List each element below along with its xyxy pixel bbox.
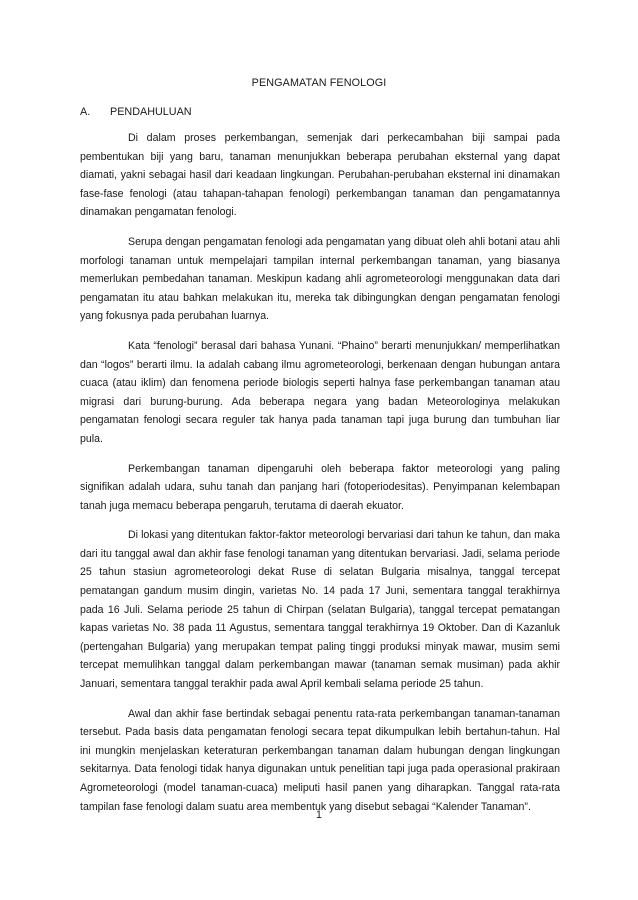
paragraph-3: Kata “fenologi” berasal dari bahasa Yunani. “Phaino” berarti menunjukkan/ memperlihatkan dan “logos” berarti ilmu. Ia adalah cabang ilmu agrometeorologi, berkenaan dengan hubungan antara cuaca (atau iklim) dan fenomena periode biologis seperti halnya fase perkembangan tanaman atau migrasi dari burung-burung. Ada beberapa negara yang badan Meteorologinya melakukan pengamatan fenologi secara reguler tak hanya pada tanaman tapi juga burung dan tumbuhan liar pula. xyxy=(80,339,560,445)
section-number: A. xyxy=(80,106,91,118)
section-title: PENDAHULUAN xyxy=(110,106,192,118)
paragraph-5: Di lokasi yang ditentukan faktor-faktor meteorologi bervariasi dari tahun ke tahun, dan maka dari itu tanggal awal dan akhir fase fenologi tanaman yang ditentukan bervariasi. Jadi, selama periode 25 tahun stasiun agrometeorologi dekat Ruse di selatan Bulgaria misalnya, tanggal tercepat pematangan gandum musim dingin, varietas No. 14 pada 17 Juni, sementara tanggal terakhirnya pada 16 Juli. Selama periode 25 tahun di Chirpan (selatan Bulgaria), tanggal tercepat pematangan kapas varietas No. 38 pada 11 Agustus, sementara tanggal terakhirnya 19 Oktober. Dan di Kazanluk (pertengahan Bulgaria) yang merupakan tempat paling tinggi produksi minyak mawar, musim semi tercepat memulihkan tanggal dalam perkembangan mawar (tanaman semak musiman) pada akhir Januari, sementara tanggal terakhir pada awal April kembali selama periode 25 tahun. xyxy=(80,529,560,691)
paragraph-4: Perkembangan tanaman dipengaruhi oleh beberapa faktor meteorologi yang paling signifikan adalah udara, suhu tanah dan panjang hari (fotoperiodesitas). Penyimpanan kelembapan tanah juga memacu beberapa pengaruh, terutama di daerah ekuator. xyxy=(80,462,560,512)
document-body xyxy=(80,129,560,827)
paragraph-6: Awal dan akhir fase bertindak sebagai penentu rata-rata perkembangan tanaman-tanaman tersebut. Pada basis data pengamatan fenologi secara tepat dikumpulkan lebih bertahun-tahun. Hal ini mungkin menjelaskan keteraturan perkembangan tanaman dalam hubungan dengan lingkungan sekitarnya. Data fenologi tidak hanya digunakan untuk penelitian tapi juga pada operasional prakiraan Agrometeorologi (model tanaman-cuaca) meliputi hasil panen yang diharapkan. Tanggal rata-rata tampilan fase fenologi dalam suatu area membentuk yang disebut sebagai “Kalender Tanaman”. xyxy=(80,707,560,813)
paragraph-2: Serupa dengan pengamatan fenologi ada pengamatan yang dibuat oleh ahli botani atau ahli morfologi tanaman untuk mempelajari tampilan internal perkembangan tanaman, yang biasanya memerlukan pembedahan tanaman. Meskipun kadang ahli agrometeorologi menggunakan data dari pengamatan itu atau bahkan melakukan itu, mereka tak dibingungkan dengan pengamatan fenologi yang fokusnya pada perubahan luarnya. xyxy=(80,235,560,323)
page-number: 1 xyxy=(316,809,322,821)
paragraph-1: Di dalam proses perkembangan, semenjak dari perkecambahan biji sampai pada pembentukan biji yang baru, tanaman menunjukkan beberapa perubahan eksternal yang dapat diamati, yakni sebagai hasil dari keadaan lingkungan. Perubahan-perubahan eksternal ini dinamakan fase-fase fenologi (atau tahapan-tahapan fenologi) perkembangan tanaman dan pengamatannya dinamakan pengamatan fenologi. xyxy=(80,132,560,219)
section-heading xyxy=(80,106,192,118)
document-title: PENGAMATAN FENOLOGI xyxy=(251,77,387,89)
